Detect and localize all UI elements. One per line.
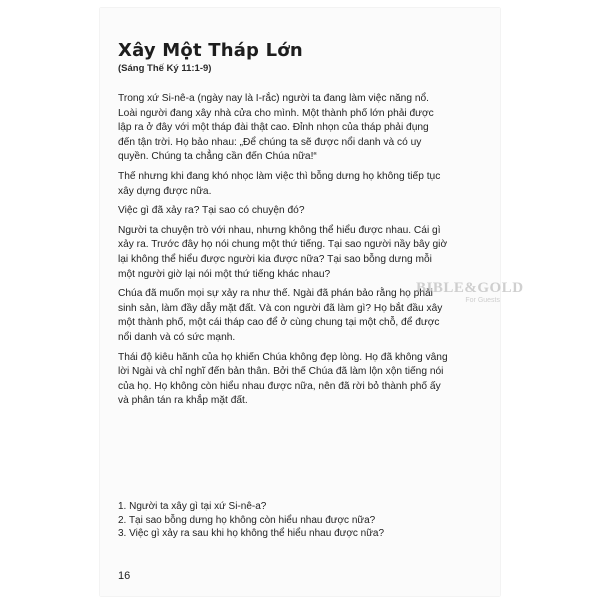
watermark-text: BIBLE&GOLD bbox=[416, 280, 524, 296]
scripture-reference: (Sáng Thế Ký 11:1-9) bbox=[118, 63, 212, 74]
paragraph: Người ta chuyện trò với nhau, nhưng không thể hiểu được nhau. Cái gì xảy ra. Trước đây họ nói chung một thứ tiếng. Tại sao người nầy bây giờ lại không thể hiểu được người kia được nữa? Tại sao bỗng dưng mỗi một người giờ lại nói một thứ tiếng khác nhau? bbox=[118, 224, 448, 280]
paragraph: Trong xứ Si-nê-a (ngày nay là I-rắc) người ta đang làm việc năng nổ. Loài người đang xây nhà cửa cho mình. Một thành phố lớn phải được lập ra ở đây với một tháp đài thật cao. Đỉnh nhọn của tháp phải đụng đến tận trời. Họ bảo nhau: „Để chúng ta sẽ được nổi danh và có uy quyền. Chúng ta chẳng cần đến Chúa nữa!“ bbox=[118, 93, 434, 163]
story-body bbox=[118, 92, 448, 414]
book-page bbox=[100, 8, 524, 596]
question-item: 1. Người ta xây gì tại xứ Si-nê-a? bbox=[118, 501, 267, 512]
paragraph: Thái độ kiêu hãnh của họ khiến Chúa không đẹp lòng. Họ đã không vâng lời Ngài và chỉ nghĩ đến bản thân. Bởi thế Chúa đã làm lộn xộn tiếng nói của họ. Họ không còn hiểu nhau được nữa, nên đã rời bỏ thành phố ấy và phân tán ra khắp mặt đất. bbox=[118, 351, 448, 407]
paragraph: Thế nhưng khi đang khó nhọc làm việc thì bỗng dưng họ không tiếp tục xây dựng được nữa. bbox=[118, 170, 441, 197]
page-title: Xây Một Tháp Lớn bbox=[118, 40, 303, 61]
paragraph: Chúa đã muốn mọi sự xảy ra như thế. Ngài đã phán bảo rằng họ phải sinh sản, làm đầy dẫy mặt đất. Và con người đã làm gì? Họ bắt đầu xây một thành phố, một cái tháp cao để ở cùng chung tại một chỗ, để được nổi danh và có sức mạnh. bbox=[118, 288, 443, 343]
question-list bbox=[118, 500, 448, 541]
page-number: 16 bbox=[118, 570, 131, 582]
paragraph: Việc gì đã xảy ra? Tại sao có chuyện đó? bbox=[118, 205, 305, 217]
question-item: 3. Việc gì xảy ra sau khi họ không thể hiểu nhau được nữa? bbox=[118, 528, 385, 539]
watermark-logo bbox=[416, 280, 524, 304]
watermark-subtext: For Guests bbox=[465, 297, 500, 304]
question-item: 2. Tại sao bỗng dưng họ không còn hiểu nhau được nữa? bbox=[118, 514, 376, 526]
